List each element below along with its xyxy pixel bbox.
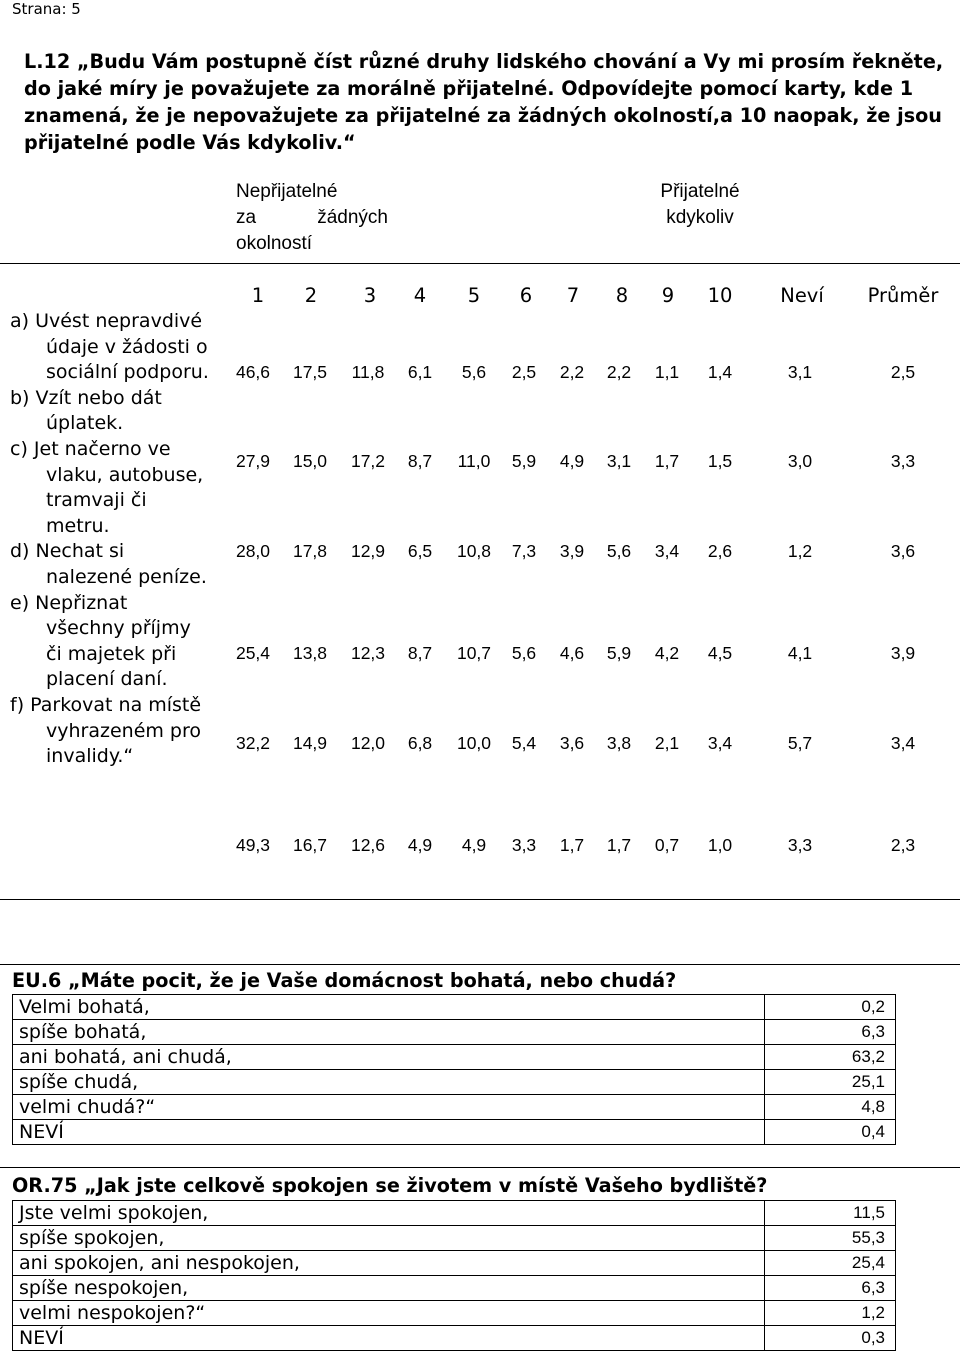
table-cell: 2,2 <box>559 362 585 382</box>
table-cell: 12,6 <box>350 835 386 855</box>
table-cell: 12,0 <box>350 733 386 753</box>
table-cell: 5,6 <box>511 643 537 663</box>
answer-row <box>13 1301 896 1326</box>
table-cell: 3,3 <box>511 835 537 855</box>
column-header: Průměr <box>867 284 939 307</box>
column-header: 7 <box>566 284 580 307</box>
answer-value: 11,5 <box>765 1201 896 1226</box>
answer-label: NEVÍ <box>13 1120 765 1145</box>
table-cell: 13,8 <box>292 643 328 663</box>
answer-label: Jste velmi spokojen, <box>13 1201 765 1226</box>
column-header: 8 <box>615 284 629 307</box>
scale-left-line3: okolností <box>236 233 313 254</box>
answer-label: spíše spokojen, <box>13 1226 765 1251</box>
table-cell: 3,1 <box>606 451 632 471</box>
table-cell: 27,9 <box>235 451 271 471</box>
answer-row <box>13 1251 896 1276</box>
answer-label: velmi chudá?“ <box>13 1095 765 1120</box>
scale-right-line2: kdykoliv <box>666 207 734 228</box>
page-number: Strana: 5 <box>12 0 81 18</box>
table-cell: 8,7 <box>407 451 433 471</box>
table-cell: 3,8 <box>606 733 632 753</box>
table-cell: 3,3 <box>890 451 916 471</box>
answer-value: 6,3 <box>765 1020 896 1045</box>
row-label-f: f) Parkovat na místě vyhrazeném pro invalidy.“ <box>10 693 202 768</box>
column-header: 1 <box>251 284 265 307</box>
table-row <box>0 835 960 865</box>
table-cell: 3,6 <box>559 733 585 753</box>
section-divider <box>0 964 960 965</box>
or75-answer-table <box>12 1200 896 1351</box>
answer-value: 63,2 <box>765 1045 896 1070</box>
table-cell: 11,8 <box>351 362 385 382</box>
scale-right-header <box>620 179 780 231</box>
answer-row <box>13 1020 896 1045</box>
scale-left-header <box>236 179 388 257</box>
table-cell: 5,9 <box>606 643 632 663</box>
answer-row <box>13 1045 896 1070</box>
table-cell: 6,5 <box>407 541 433 561</box>
row-label-e: e) Nepřiznat všechny příjmy či majetek při placení daní. <box>10 591 191 691</box>
eu6-answer-table <box>12 994 896 1145</box>
table-cell: 3,1 <box>787 362 813 382</box>
table-cell: 17,5 <box>292 362 328 382</box>
answer-row <box>13 1120 896 1145</box>
table-cell: 10,8 <box>456 541 492 561</box>
answer-row <box>13 1070 896 1095</box>
table-cell: 4,9 <box>559 451 585 471</box>
table-cell: 1,4 <box>707 362 733 382</box>
answer-row <box>13 1201 896 1226</box>
question-eu6-title: EU.6 „Máte pocit, že je Vaše domácnost bohatá, nebo chudá? <box>12 969 677 992</box>
table-cell: 8,7 <box>407 643 433 663</box>
table-cell: 5,9 <box>511 451 537 471</box>
column-header: 2 <box>304 284 318 307</box>
scale-right-line1: Přijatelné <box>660 181 740 202</box>
table-cell: 12,9 <box>350 541 386 561</box>
answer-value: 1,2 <box>765 1301 896 1326</box>
answer-value: 25,1 <box>765 1070 896 1095</box>
table-cell: 4,9 <box>461 835 487 855</box>
table-cell: 1,0 <box>707 835 733 855</box>
table-cell: 2,1 <box>654 733 680 753</box>
table-cell: 15,0 <box>292 451 328 471</box>
table-cell: 7,3 <box>511 541 537 561</box>
answer-row <box>13 1326 896 1351</box>
table-cell: 11,0 <box>457 451 491 471</box>
table-cell: 3,4 <box>707 733 733 753</box>
table-cell: 3,9 <box>559 541 585 561</box>
table-cell: 3,9 <box>890 643 916 663</box>
answer-value: 0,4 <box>765 1120 896 1145</box>
table-cell: 6,1 <box>407 362 433 382</box>
answer-label: velmi nespokojen?“ <box>13 1301 765 1326</box>
answer-label: NEVÍ <box>13 1326 765 1351</box>
question-or75-title: OR.75 „Jak jste celkově spokojen se životem v místě Vašeho bydliště? <box>12 1174 768 1197</box>
column-header: 5 <box>467 284 481 307</box>
table-cell: 4,6 <box>559 643 585 663</box>
table-cell: 16,7 <box>292 835 328 855</box>
table-cell: 28,0 <box>235 541 271 561</box>
table-cell: 4,5 <box>707 643 733 663</box>
answer-row <box>13 1095 896 1120</box>
answer-label: spíše nespokojen, <box>13 1276 765 1301</box>
table-cell: 46,6 <box>235 362 271 382</box>
column-header: 3 <box>363 284 377 307</box>
table-cell: 5,6 <box>606 541 632 561</box>
table-cell: 12,3 <box>350 643 386 663</box>
table-cell: 2,2 <box>606 362 632 382</box>
row-label-a: a) Uvést nepravdivé údaje v žádosti o sociální podporu. <box>10 310 209 384</box>
row-label-b: b) Vzít nebo dát úplatek. <box>10 386 162 435</box>
table-cell: 5,4 <box>511 733 537 753</box>
table-cell: 32,2 <box>235 733 271 753</box>
table-cell: 6,8 <box>407 733 433 753</box>
answer-value: 25,4 <box>765 1251 896 1276</box>
answer-label: spíše bohatá, <box>13 1020 765 1045</box>
table-cell: 2,5 <box>511 362 537 382</box>
table-cell: 3,0 <box>787 451 813 471</box>
row-label-c: c) Jet načerno ve vlaku, autobuse, tramvaji či metru. <box>10 437 204 537</box>
section-divider <box>0 1167 960 1168</box>
scale-left-line1: Nepřijatelné <box>236 181 338 202</box>
table-cell: 3,4 <box>890 733 916 753</box>
table-cell: 25,4 <box>235 643 271 663</box>
q12-row-labels <box>10 309 210 770</box>
answer-value: 0,3 <box>765 1326 896 1351</box>
table-cell: 14,9 <box>292 733 328 753</box>
answer-value: 0,2 <box>765 995 896 1020</box>
scale-left-line2: za žádných <box>236 207 388 228</box>
table-cell: 1,7 <box>606 835 632 855</box>
table-cell: 1,7 <box>654 451 680 471</box>
column-header: 10 <box>707 284 733 307</box>
answer-value: 6,3 <box>765 1276 896 1301</box>
column-header: 9 <box>661 284 675 307</box>
table-cell: 17,8 <box>292 541 328 561</box>
answer-row <box>13 1276 896 1301</box>
table-cell: 2,5 <box>890 362 916 382</box>
table-cell: 2,3 <box>890 835 916 855</box>
table-cell: 2,6 <box>707 541 733 561</box>
answer-label: spíše chudá, <box>13 1070 765 1095</box>
answer-value: 4,8 <box>765 1095 896 1120</box>
table-cell: 4,1 <box>787 643 813 663</box>
table-cell: 1,1 <box>654 362 680 382</box>
table-cell: 49,3 <box>235 835 271 855</box>
answer-value: 55,3 <box>765 1226 896 1251</box>
table-cell: 10,0 <box>456 733 492 753</box>
answer-label: Velmi bohatá, <box>13 995 765 1020</box>
row-label-d: d) Nechat si nalezené peníze. <box>10 540 207 588</box>
column-header: 4 <box>413 284 427 307</box>
table-cell: 4,2 <box>654 643 680 663</box>
table-cell: 3,6 <box>890 541 916 561</box>
table-cell: 3,4 <box>654 541 680 561</box>
table-cell: 1,7 <box>559 835 585 855</box>
table-cell: 3,3 <box>787 835 813 855</box>
answer-label: ani bohatá, ani chudá, <box>13 1045 765 1070</box>
table-cell: 1,5 <box>707 451 733 471</box>
table-cell: 0,7 <box>654 835 680 855</box>
table-cell: 10,7 <box>456 643 492 663</box>
table-cell: 1,2 <box>787 541 813 561</box>
table-cell: 5,7 <box>787 733 813 753</box>
answer-row <box>13 1226 896 1251</box>
question-l12-title: L.12 „Budu Vám postupně číst různé druhy lidského chování a Vy mi prosím řekněte, do jaké míry je považujete za morálně přijatelné. Odpovídejte pomocí karty, kde 1 znamená, že je nepovažujete za přijatelné za žádných okolností,a 10 naopak, že jsou přijatelné podle Vás kdykoliv.“ <box>24 50 944 154</box>
answer-label: ani spokojen, ani nespokojen, <box>13 1251 765 1276</box>
table-cell: 5,6 <box>461 362 487 382</box>
column-header: Neví <box>780 284 824 307</box>
table-cell: 4,9 <box>407 835 433 855</box>
table-cell: 17,2 <box>350 451 386 471</box>
answer-row <box>13 995 896 1020</box>
column-header: 6 <box>519 284 533 307</box>
